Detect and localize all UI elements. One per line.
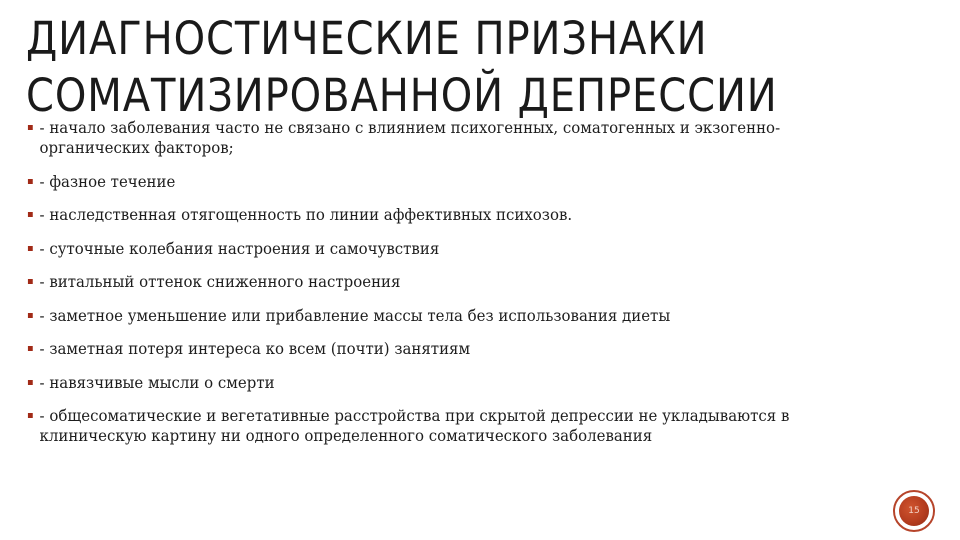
list-item: [26, 339, 875, 359]
list-item-text: - витальный оттенок сниженного настроения: [39, 273, 401, 291]
list-item-text: - заметное уменьшение или прибавление массы тела без использования диеты: [39, 306, 671, 325]
page-number-badge-fill: [899, 496, 929, 526]
list-item-text: - фазное течение: [39, 172, 176, 191]
list-item-text: - навязчивые мысли о смерти: [39, 373, 275, 392]
bullet-square-icon: [28, 413, 33, 418]
list-item: [26, 406, 875, 446]
slide-title: [26, 10, 827, 124]
list-item: [26, 118, 875, 158]
bullet-square-icon: [28, 179, 33, 184]
list-item: [26, 239, 875, 259]
list-item: [26, 172, 875, 192]
slide-title-line-1: ДИАГНОСТИЧЕСКИЕ ПРИЗНАКИ: [26, 12, 708, 65]
list-item: [26, 373, 875, 393]
list-item-text: - общесоматические и вегетативные расстройства при скрытой депрессии не укладываются в клиническую картину ни одного определенного соматического заболевания: [39, 407, 790, 445]
bullet-square-icon: [28, 246, 33, 251]
list-item-text: - суточные колебания настроения и самочувствия: [39, 239, 440, 258]
page-number: 15: [908, 506, 920, 516]
slide-title-line-2: СОМАТИЗИРОВАННОЙ ДЕПРЕССИИ: [26, 69, 778, 122]
bullet-square-icon: [28, 380, 33, 385]
bullet-list: [26, 118, 906, 460]
bullet-square-icon: [28, 212, 33, 217]
list-item-text: - начало заболевания часто не связано с влиянием психогенных, соматогенных и экзогенно-органических факторов;: [39, 119, 781, 157]
page-number-badge: [893, 490, 935, 532]
bullet-square-icon: [28, 313, 33, 318]
bullet-square-icon: [28, 125, 33, 130]
list-item-text: - заметная потеря интереса ко всем (почти) занятиям: [39, 340, 471, 358]
list-item: [26, 205, 875, 225]
bullet-square-icon: [28, 279, 33, 284]
list-item: [26, 272, 875, 292]
bullet-square-icon: [28, 346, 33, 351]
list-item: [26, 306, 875, 326]
list-item-text: - наследственная отягощенность по линии аффективных психозов.: [39, 206, 573, 224]
